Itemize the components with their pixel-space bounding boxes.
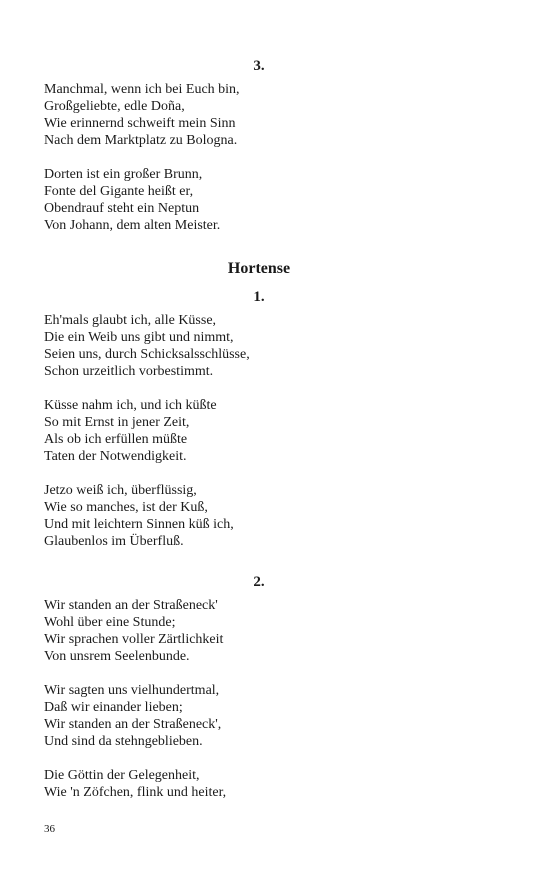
stanza	[44, 312, 474, 380]
verse-line: Von Johann, dem alten Meister.	[44, 218, 221, 233]
verse-line: Obendrauf steht ein Neptun	[44, 201, 200, 216]
verse-line: Eh'mals glaubt ich, alle Küsse,	[44, 313, 217, 328]
page-number: 36	[44, 823, 55, 835]
section-number: 1.	[253, 289, 265, 305]
section-number: 3.	[253, 58, 265, 74]
poem-title: Hortense	[227, 260, 291, 277]
hortense-section-1	[44, 287, 474, 550]
verse-line: Wie 'n Zöfchen, flink und heiter,	[44, 785, 227, 800]
section-3	[44, 56, 474, 234]
verse-line: Als ob ich erfüllen müßte	[44, 432, 188, 447]
stanza	[44, 682, 474, 750]
verse-line: Nach dem Marktplatz zu Bologna.	[44, 133, 238, 148]
verse-line: Wohl über eine Stunde;	[44, 615, 176, 630]
verse-line: Die Göttin der Gelegenheit,	[44, 768, 200, 783]
verse-line: Jetzo weiß ich, überflüssig,	[44, 483, 197, 498]
verse-line: Die ein Weib uns gibt und nimmt,	[44, 330, 234, 345]
verse-line: Schon urzeitlich vorbestimmt.	[44, 364, 214, 379]
stanza	[44, 767, 474, 801]
stanza	[44, 81, 474, 149]
verse-line: So mit Ernst in jener Zeit,	[44, 415, 190, 430]
verse-line: Taten der Notwendigkeit.	[44, 449, 187, 464]
stanza	[44, 397, 474, 465]
verse-line: Und mit leichtern Sinnen küß ich,	[44, 517, 234, 532]
verse-line: Wir standen an der Straßeneck',	[44, 717, 222, 732]
stanza	[44, 482, 474, 550]
page-content	[44, 56, 474, 801]
verse-line: Wie erinnernd schweift mein Sinn	[44, 116, 236, 131]
verse-line: Wir sagten uns vielhundertmal,	[44, 683, 220, 698]
stanza	[44, 166, 474, 234]
verse-line: Großgeliebte, edle Doña,	[44, 99, 185, 114]
verse-line: Wir sprachen voller Zärtlichkeit	[44, 632, 224, 647]
verse-line: Glaubenlos im Überfluß.	[44, 534, 184, 549]
verse-line: Seien uns, durch Schicksalsschlüsse,	[44, 347, 250, 362]
verse-line: Wie so manches, ist der Kuß,	[44, 500, 208, 515]
verse-line: Daß wir einander lieben;	[44, 700, 183, 715]
stanza	[44, 597, 474, 665]
verse-line: Küsse nahm ich, und ich küßte	[44, 398, 217, 413]
verse-line: Manchmal, wenn ich bei Euch bin,	[44, 82, 240, 97]
verse-line: Dorten ist ein großer Brunn,	[44, 167, 203, 182]
verse-line: Und sind da stehngeblieben.	[44, 734, 203, 749]
hortense-section-2	[44, 572, 474, 801]
verse-line: Von unsrem Seelenbunde.	[44, 649, 190, 664]
section-number: 2.	[253, 574, 265, 590]
verse-line: Fonte del Gigante heißt er,	[44, 184, 194, 199]
verse-line: Wir standen an der Straßeneck'	[44, 598, 218, 613]
